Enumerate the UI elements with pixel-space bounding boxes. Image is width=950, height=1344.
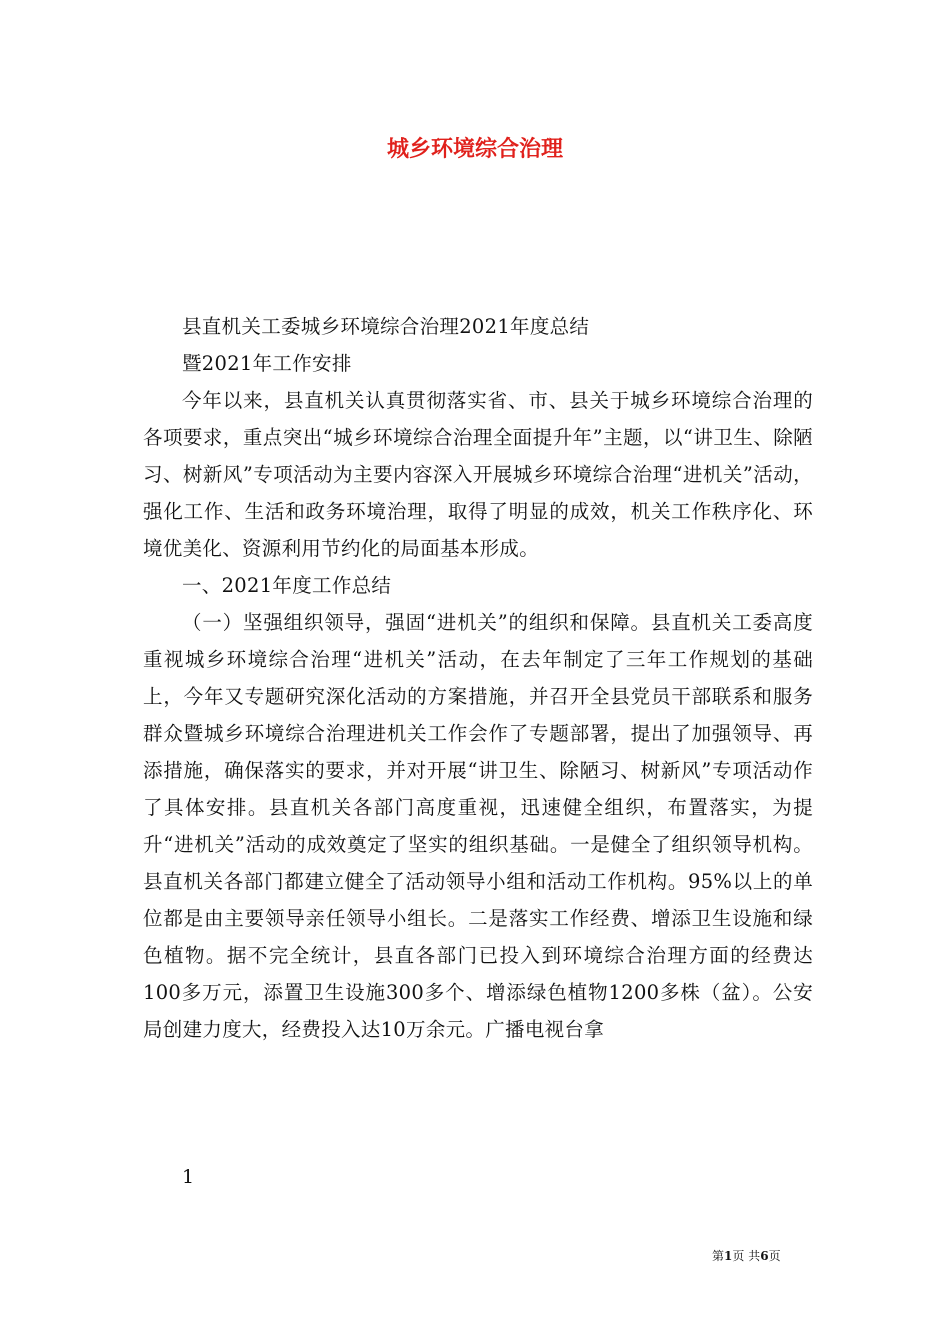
subtitle-line-1: 县直机关工委城乡环境综合治理2021年度总结 [182,315,590,338]
document-body [143,308,813,1048]
inline-page-number: 1 [182,1166,195,1188]
page-title: 城乡环境综合治理 [386,136,563,162]
footer-total-pages: 6 [760,1249,769,1263]
footer-middle: 页 共 [732,1249,761,1263]
subtitle-line-2: 暨2021年工作安排 [182,352,352,375]
footer-prefix: 第 [712,1249,725,1263]
section-paragraph: （一）坚强组织领导，强固“进机关”的组织和保障。县直机关工委高度重视城乡环境综合治理“进机关”活动，在去年制定了三年工作规划的基础上，今年又专题研究深化活动的方案措施，并召开全县党员干部联系和服务群众暨城乡环境综合治理进机关工作会作了专题部署，提出了加强领导、再添措施，确保落实的要求，并对开展“讲卫生、除陋习、树新风”专项活动作了具体安排。县直机关各部门高度重视，迅速健全组织，布置落实，为提升“进机关”活动的成效奠定了坚实的组织基础。一是健全了组织领导机构。县直机关各部门都建立健全了活动领导小组和活动工作机构。95%以上的单位都是由主要领导亲任领导小组长。二是落实工作经费、增添卫生设施和绿色植物。据不完全统计，县直各部门已投入到环境综合治理方面的经费达100多万元，添置卫生设施300多个、增添绿色植物1200多株（盆）。公安局创建力度大，经费投入达10万余元。广播电视台拿 [143,611,813,1041]
footer-suffix: 页 [768,1249,781,1263]
footer-current-page: 1 [724,1249,733,1263]
section-heading: 一、2021年度工作总结 [182,574,392,597]
intro-paragraph: 今年以来，县直机关认真贯彻落实省、市、县关于城乡环境综合治理的各项要求，重点突出“城乡环境综合治理全面提升年”主题，以“讲卫生、除陋习、树新风”专项活动为主要内容深入开展城乡环境综合治理“进机关”活动，强化工作、生活和政务环境治理，取得了明显的成效，机关工作秩序化、环境优美化、资源利用节约化的局面基本形成。 [143,389,813,560]
page-footer [712,1248,781,1264]
